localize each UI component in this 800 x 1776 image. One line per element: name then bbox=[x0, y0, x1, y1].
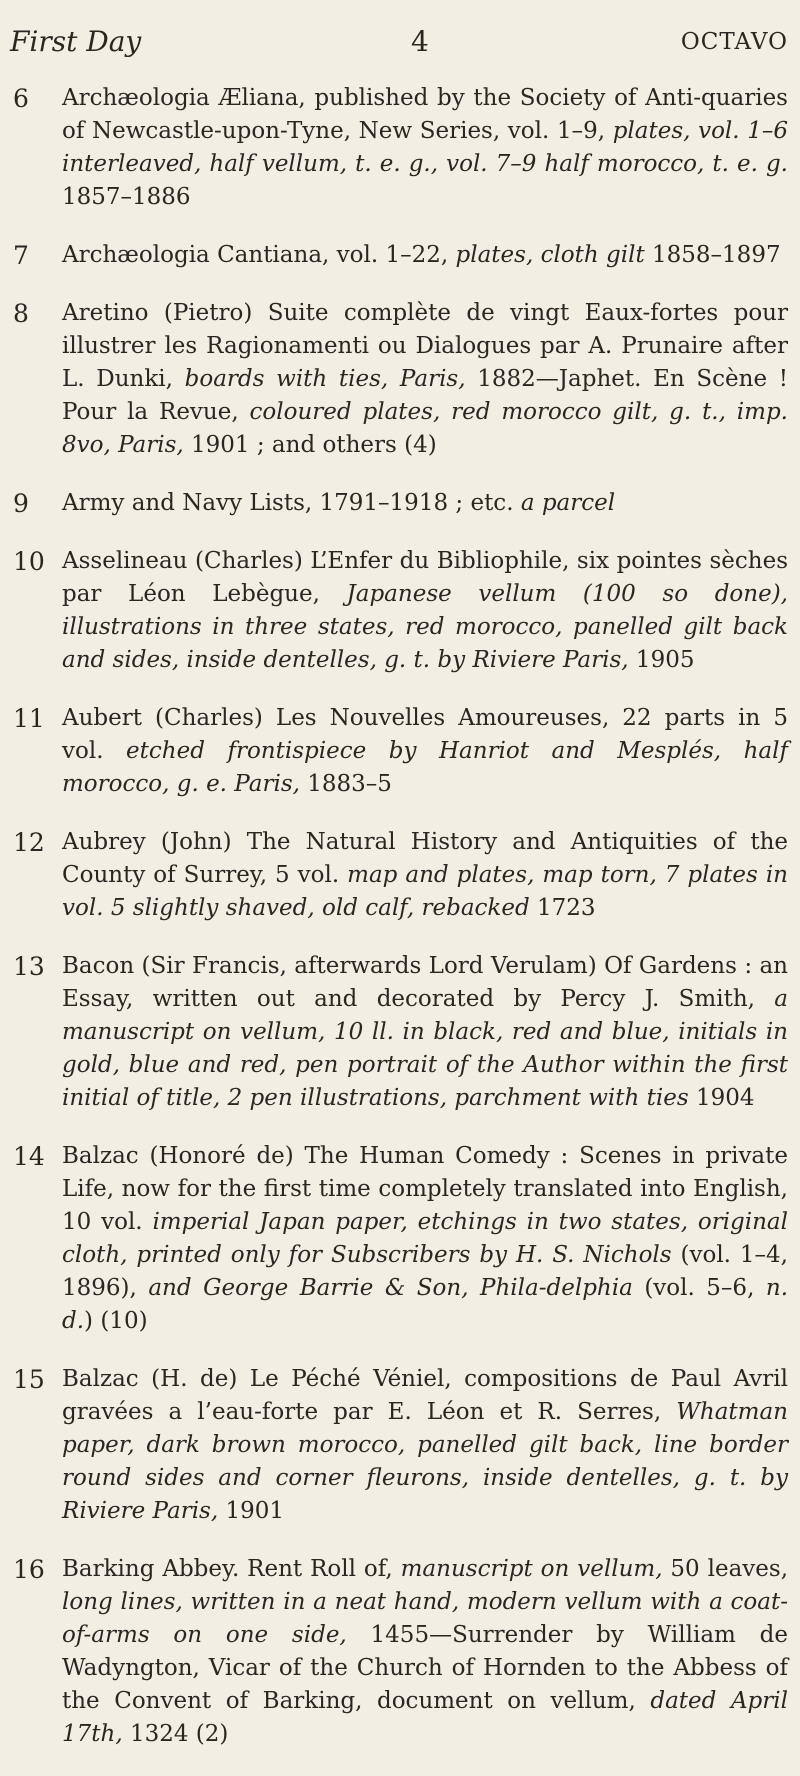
lot-description bbox=[62, 1140, 788, 1338]
lot-entry bbox=[0, 545, 800, 677]
italic-text: manuscript on vellum, bbox=[400, 1556, 663, 1582]
page-number: 4 bbox=[411, 25, 429, 58]
lot-description bbox=[62, 702, 788, 801]
roman-text: 1882—Japhet. En Scène ! Pour la Revue, bbox=[62, 366, 788, 425]
roman-text: 1904 bbox=[688, 1085, 755, 1111]
lot-number: 11 bbox=[13, 704, 45, 733]
lot-entry bbox=[0, 1140, 800, 1338]
roman-text: 1901 bbox=[218, 1498, 285, 1524]
lot-number: 7 bbox=[13, 241, 29, 270]
lot-number: 10 bbox=[13, 547, 45, 576]
roman-text: 1324 (2) bbox=[122, 1721, 229, 1747]
lot-description bbox=[62, 239, 788, 272]
italic-text: Japanese vellum (100 so done), illustrations in three states, red morocco, panelled gilt back and sides, inside dentelles, g. t. by Riviere Paris, bbox=[62, 581, 788, 673]
roman-text: Archæologia Æliana, published by the Society of Anti-quaries of Newcastle-upon-Tyne, New Series, vol. 1–9, bbox=[62, 85, 788, 144]
italic-text: coloured plates, red morocco gilt, g. t., imp. 8vo, Paris, bbox=[62, 399, 788, 458]
lot-number: 6 bbox=[13, 84, 29, 113]
roman-text: Barking Abbey. Rent Roll of, bbox=[62, 1556, 401, 1582]
italic-text: n. d. bbox=[62, 1275, 789, 1334]
roman-text: 1901 ; and others (4) bbox=[183, 432, 437, 458]
roman-text: Aubrey (John) The Natural History and Antiquities of the County of Surrey, 5 vol. bbox=[62, 829, 788, 888]
roman-text: Archæologia Cantiana, vol. 1–22, bbox=[62, 242, 456, 268]
italic-text: boards with ties, Paris, bbox=[184, 366, 466, 392]
lot-description bbox=[62, 826, 788, 925]
italic-text: a manuscript on vellum, 10 ll. in black, red and blue, initials in gold, blue and red, pen portrait of the Author within the first initial of title, 2 pen illustrations, parchment with ties bbox=[62, 986, 788, 1111]
italic-text: etched frontispiece by Hanriot and Mesplés, half morocco, g. e. Paris, bbox=[62, 738, 788, 797]
lot-description bbox=[62, 950, 788, 1115]
lot-number: 16 bbox=[13, 1555, 45, 1584]
lot-number: 9 bbox=[13, 489, 29, 518]
roman-text: ) (10) bbox=[84, 1308, 148, 1334]
lot-entry bbox=[0, 702, 800, 801]
lot-description bbox=[62, 1553, 788, 1751]
lot-entry bbox=[0, 487, 800, 520]
italic-text: dated April 17th, bbox=[62, 1688, 788, 1747]
italic-text: plates, cloth gilt bbox=[455, 242, 645, 268]
lot-list bbox=[0, 82, 800, 1776]
lot-number: 14 bbox=[13, 1142, 45, 1171]
lot-number: 8 bbox=[13, 299, 29, 328]
italic-text: long lines, written in a neat hand, modern vellum with a coat-of-arms on one side, bbox=[62, 1589, 788, 1648]
lot-entry bbox=[0, 297, 800, 462]
italic-text: map and plates, map torn, 7 plates in vol. 5 slightly shaved, old calf, rebacked bbox=[62, 862, 788, 921]
roman-text: 1905 bbox=[628, 647, 695, 673]
italic-text: Whatman paper, dark brown morocco, panelled gilt back, line border round sides and corner fleurons, inside dentelles, g. t. by Riviere Paris, bbox=[62, 1399, 788, 1524]
lot-number: 12 bbox=[13, 828, 45, 857]
roman-text: 1858–1897 bbox=[644, 242, 781, 268]
lot-description bbox=[62, 1363, 788, 1528]
lot-description bbox=[62, 297, 788, 462]
header-format: OCTAVO bbox=[680, 29, 788, 55]
italic-text: plates, vol. 1–6 interleaved, half vellum, t. e. g., vol. 7–9 half morocco, t. e. g. bbox=[62, 118, 789, 177]
roman-text: 50 leaves, bbox=[662, 1556, 789, 1582]
roman-text: 1857–1886 bbox=[62, 184, 191, 210]
lot-entry bbox=[0, 239, 800, 272]
lot-number: 13 bbox=[13, 952, 45, 981]
roman-text: Balzac (H. de) Le Péché Véniel, compositions de Paul Avril gravées a l’eau-forte par E. Léon et R. Serres, bbox=[62, 1366, 788, 1425]
roman-text: Army and Navy Lists, 1791–1918 ; etc. bbox=[62, 490, 521, 516]
lot-entry bbox=[0, 826, 800, 925]
roman-text: Bacon (Sir Francis, afterwards Lord Verulam) Of Gardens : an Essay, written out and decorated by Percy J. Smith, bbox=[62, 953, 788, 1012]
italic-text: imperial Japan paper, etchings in two states, original cloth, printed only for Subscribers by H. S. Nichols bbox=[62, 1209, 788, 1268]
page-header bbox=[10, 20, 788, 64]
roman-text: 1723 bbox=[529, 895, 596, 921]
italic-text: and George Barrie & Son, Phila-delphia bbox=[148, 1275, 633, 1301]
roman-text: 1455—Surrender by William de Wadyngton, Vicar of the Church of Hornden to the Abbess of the Convent of Barking, document on vellum, bbox=[62, 1622, 788, 1714]
roman-text: 1883–5 bbox=[299, 771, 392, 797]
lot-entry bbox=[0, 82, 800, 214]
lot-entry bbox=[0, 1553, 800, 1751]
lot-entry bbox=[0, 950, 800, 1115]
roman-text: Balzac (Honoré de) The Human Comedy : Scenes in private Life, now for the first time completely translated into English, 10 vol. bbox=[62, 1143, 788, 1235]
header-day: First Day bbox=[10, 25, 142, 58]
roman-text: Aretino (Pietro) Suite complète de vingt Eaux-fortes pour illustrer les Ragionamenti ou Dialogues par A. Prunaire after L. Dunki, bbox=[62, 300, 788, 392]
lot-description bbox=[62, 487, 788, 520]
roman-text: Aubert (Charles) Les Nouvelles Amoureuses, 22 parts in 5 vol. bbox=[62, 705, 788, 764]
roman-text: (vol. 5–6, bbox=[632, 1275, 766, 1301]
lot-entry bbox=[0, 1363, 800, 1528]
italic-text: a parcel bbox=[520, 490, 616, 516]
lot-number: 15 bbox=[13, 1365, 45, 1394]
lot-description bbox=[62, 545, 788, 677]
lot-description bbox=[62, 82, 788, 214]
roman-text: (vol. 1–4, 1896), bbox=[62, 1242, 788, 1301]
roman-text: Asselineau (Charles) L’Enfer du Bibliophile, six pointes sèches par Léon Lebègue, bbox=[62, 548, 788, 607]
